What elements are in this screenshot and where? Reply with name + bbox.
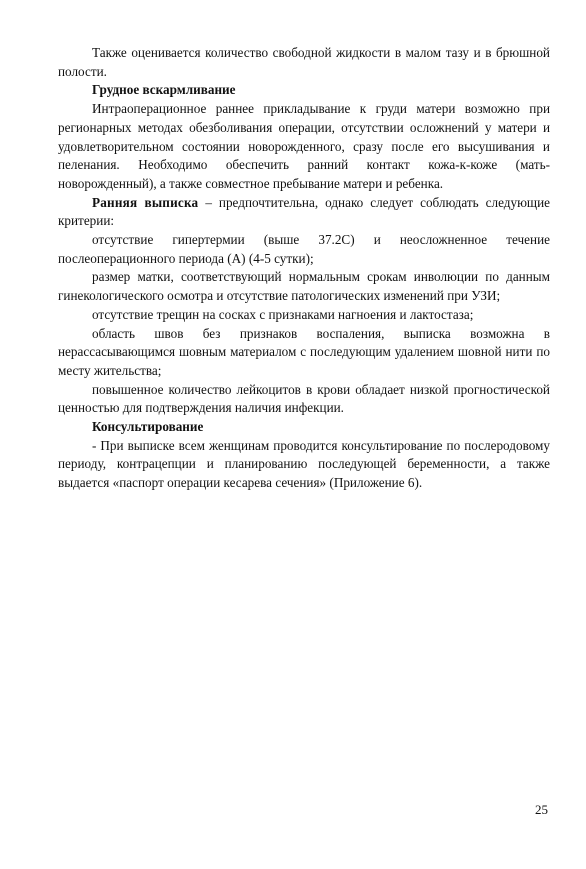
heading-breastfeeding: Грудное вскармливание xyxy=(92,82,236,98)
criterion-nipples: отсутствие трещин на сосках с признаками нагноения и лактостаза; xyxy=(92,306,474,322)
early-discharge-lead: Ранняя выписка xyxy=(92,194,199,210)
paragraph-consultation: - При выписке всем женщинам проводится консультирование по послеродовому периоду, контрацепции и планированию последующей беременности, а также выдается «паспорт операции кесарева сечения» (Приложение 6). xyxy=(58,437,550,491)
criterion-hyperthermia: отсутствие гипертермии (выше 37.2С) и неосложненное течение послеоперационного периода (А) (4-5 сутки); xyxy=(58,232,550,266)
paragraph-breastfeeding: Интраоперационное раннее прикладывание к груди матери возможно при регионарных методах обезболивания операции, отсутствии осложнений у матери и удовлетворительном состоянии новорожденного, сразу после его высушивания и пеленания. Необходимо обеспечить ранний контакт кожа-к-коже (мать-новорожденный), а также совместное пребывание матери и ребенка. xyxy=(58,101,550,191)
paragraph-early-discharge xyxy=(58,194,550,231)
criterion-sutures: область швов без признаков воспаления, выписка возможна в нерассасывающимся шовным материалом с последующим удалением шовной нити по месту жительства; xyxy=(58,325,550,378)
page-number: 25 xyxy=(535,802,548,817)
document-page xyxy=(58,44,550,493)
heading-consultation: Консультирование xyxy=(92,419,204,435)
paragraph-fluid-assessment: Также оценивается количество свободной жидкости в малом тазу и в брюшной полости. xyxy=(58,45,550,79)
early-discharge-text: – предпочтительна, однако следует соблюдать следующие критерии: xyxy=(58,194,550,229)
criterion-leukocytes: повышенное количество лейкоцитов в крови обладает низкой прогностической ценностью для подтверждения наличия инфекции. xyxy=(58,381,550,416)
criterion-uterus-size: размер матки, соответствующий нормальным срокам инволюции по данным гинекологического осмотра и отсутствие патологических изменений при УЗИ; xyxy=(58,269,550,304)
